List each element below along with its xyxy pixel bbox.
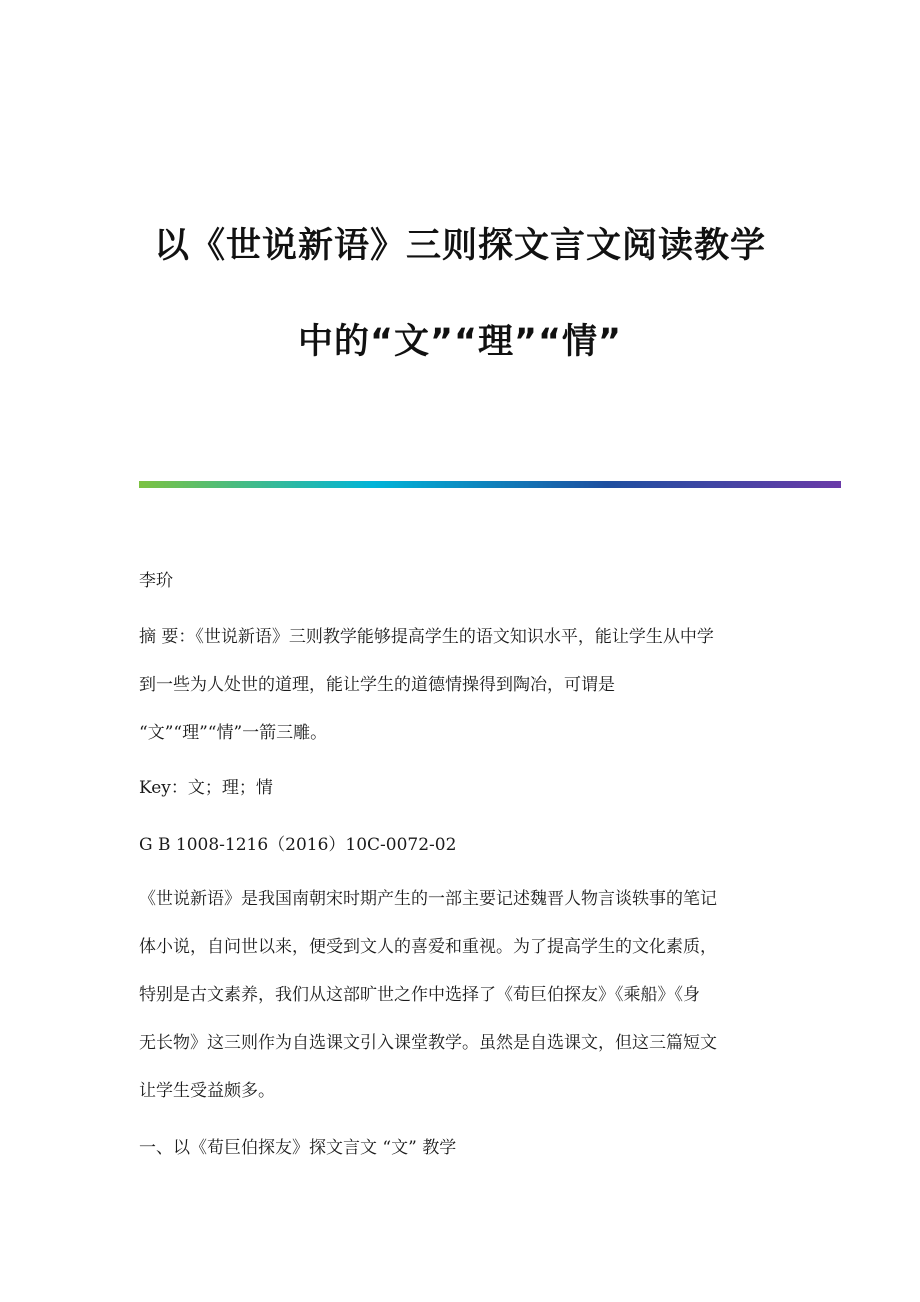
classification-code: G B 1008-1216（2016）10C-0072-02 [139,835,457,855]
abstract-line: 摘 要：《世说新语》三则教学能够提高学生的语文知识水平，能让学生从中学 [139,627,714,647]
body-line: 无长物》这三则作为自选课文引入课堂教学。虽然是自选课文，但这三篇短文 [139,1033,717,1053]
body-line: 让学生受益颇多。 [139,1081,275,1101]
abstract-line: “文”“理”“情”一箭三雕。 [139,723,328,743]
abstract-line: 到一些为人处世的道理，能让学生的道德情操得到陶冶，可谓是 [139,675,615,695]
body-line: 特别是古文素养，我们从这部旷世之作中选择了《荀巨伯探友》《乘船》《身 [139,985,700,1005]
body-line: 《世说新语》是我国南朝宋时期产生的一部主要记述魏晋人物言谈轶事的笔记 [139,889,717,909]
title-divider [139,481,841,488]
author-name: 李玠 [139,571,173,591]
body-line: 体小说，自问世以来，便受到文人的喜爱和重视。为了提高学生的文化素质， [139,937,717,957]
document-title-line-1: 以《世说新语》三则探文言文阅读教学 [153,226,766,266]
keywords: Key：文；理；情 [139,778,273,798]
body-paragraph [139,887,789,1127]
abstract [139,625,789,769]
section-heading: 一、以《荀巨伯探友》探文言文 “文” 教学 [139,1138,457,1158]
document-title-line-2: 中的“文”“理”“情” [297,322,623,362]
